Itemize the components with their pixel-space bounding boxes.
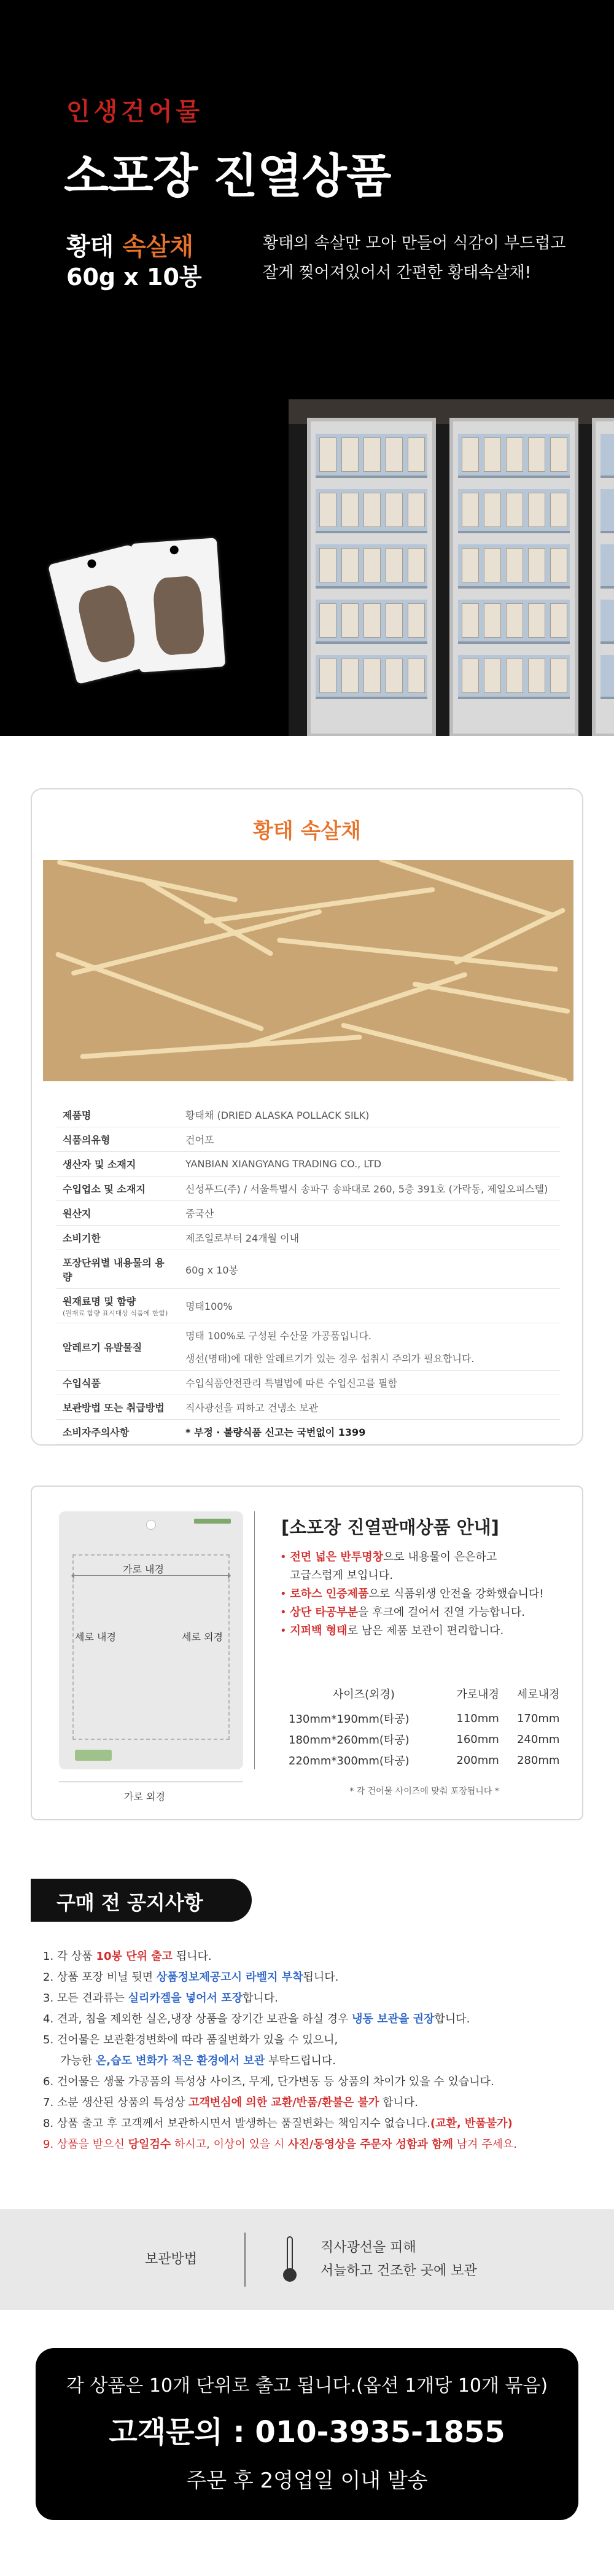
hero-title: 소포장 진열상품: [64, 149, 391, 203]
hero-description: [263, 229, 582, 288]
hang-hole-icon: [146, 1520, 156, 1530]
info-row: 소비기한 제조일로부터 24개월 이내: [56, 1226, 560, 1250]
size-header: 가로내경: [456, 1688, 499, 1701]
storage-label: 보관방법: [145, 2252, 198, 2267]
list-item: 7. 소분 생산된 상품의 특성상 고객변심에 의한 교환/반품/환불은 불가 합니다.: [43, 2096, 418, 2109]
product-info-card: [31, 788, 583, 1446]
info-row: 식품의유형 건어포: [56, 1127, 560, 1152]
storage-divider: [244, 2233, 246, 2287]
list-item: 8. 상품 출고 후 고객께서 보관하시면서 발생하는 품질변화는 책임지수 없습니다.(교환, 반품불가): [43, 2117, 513, 2130]
product-name-accent: 속살채: [122, 233, 194, 261]
product-weight: 60g x 10봉: [66, 264, 202, 291]
info-row: 보관방법 또는 취급방법 직사광선을 피하고 건냉소 보관: [56, 1395, 560, 1420]
inner-width-label: 가로 내경: [123, 1564, 164, 1575]
footer-shipping-time: 주문 후 2영업일 이내 발송: [186, 2468, 428, 2493]
table-row: 220mm*300mm(타공) 200mm 280mm: [289, 1753, 560, 1768]
info-row: 소비자주의사항 * 부정 · 불량식품 신고는 국번없이 1399: [56, 1420, 560, 1444]
footer-box: [36, 2348, 578, 2520]
info-title: 황태 속살채: [252, 819, 362, 844]
info-row: 생산자 및 소재지 YANBIAN XIANGYANG TRADING CO., LTD: [56, 1152, 560, 1176]
list-item: 1. 각 상품 10봉 단위 출고 됩니다.: [43, 1950, 212, 1963]
size-header: 세로내경: [516, 1688, 560, 1701]
package-note: * 각 건어물 사이즈에 맞춰 포장됩니다 *: [349, 1787, 499, 1796]
info-row: 수입업소 및 소재지 신성푸드(주) / 서울특별시 송파구 송파대로 260, 5층 391호 (가락동, 제일오피스텔): [56, 1176, 560, 1201]
table-row: 130mm*190mm(타공) 110mm 170mm: [289, 1712, 560, 1726]
list-item: • 로하스 인증제품으로 식품위생 안전을 강화했습니다!: [280, 1587, 544, 1600]
info-row: 제품명 황태채 (DRIED ALASKA POLLACK SILK): [56, 1103, 560, 1127]
list-item: 6. 건어물은 생물 가공품의 특성상 사이즈, 무게, 단가변동 등 상품의 차이가 있을 수 있습니다.: [43, 2075, 494, 2088]
storage-section: [0, 2209, 614, 2310]
info-row: 원산지 중국산: [56, 1201, 560, 1226]
outer-height-label: 세로 외경: [182, 1631, 223, 1643]
info-table: [56, 1103, 560, 1444]
hero-desc-line1: 황태의 속살만 모아 만들어 식감이 부드럽고: [263, 234, 566, 253]
notice-title: 구매 전 공지사항: [31, 1879, 252, 1922]
freezer-door: [449, 418, 578, 736]
hero-section: [0, 0, 614, 736]
info-row: 수입식품 수입식품안전관리 특별법에 따른 수입신고를 필함: [56, 1371, 560, 1395]
size-table: [280, 1682, 569, 1771]
list-item: 3. 모든 견과류는 실리카겔을 넣어서 포장합니다.: [43, 1992, 278, 2005]
package-feature-list: [280, 1548, 575, 1640]
footer-shipping-unit: 각 상품은 10개 단위로 출고 됩니다.(옵션 1개당 10개 묶음): [66, 2375, 548, 2397]
notice-list: [43, 1946, 583, 2155]
logo-mark: [75, 1750, 112, 1761]
hero-desc-line2: 잘게 찢어져있어서 간편한 황태속살채!: [263, 264, 532, 282]
thermometer-icon: [281, 2236, 298, 2284]
list-item: 4. 견과, 침을 제외한 실온,냉장 상품을 장기간 보관을 하실 경우 냉동 보관을 권장합니다.: [43, 2013, 470, 2026]
info-row: 알레르기 유발물질 명태 100%로 구성된 수산물 가공품입니다. 생선(명태)에 대한 알레르기가 있는 경우 섭취시 주의가 필요합니다.: [56, 1323, 560, 1371]
package-guide-heading: [소포장 진열판매상품 안내]: [281, 1517, 499, 1538]
package-guide-card: [31, 1486, 583, 1820]
outer-width-label: 가로 외경: [124, 1791, 165, 1803]
freezer-display-photo: [289, 399, 614, 736]
product-name: [66, 227, 193, 262]
footer-contact: 고객문의 : 010-3935-1855: [109, 2415, 505, 2449]
package-photo: [131, 538, 225, 672]
list-item: • 지퍼백 형태로 남은 제품 보관이 편리합니다.: [280, 1624, 504, 1637]
list-item: • 전면 넓은 반투명창으로 내용물이 은은하고 고급스럽게 보입니다.: [280, 1551, 497, 1582]
product-closeup-photo: [43, 860, 573, 1081]
logo-mark: [194, 1519, 231, 1524]
list-item: 9. 상품을 받으신 당일검수 하시고, 이상이 있을 시 사진/동영상을 주문자 성함과 함께 남겨 주세요.: [43, 2138, 517, 2151]
freezer-door: [592, 418, 614, 736]
inner-dimension-outline: [72, 1554, 230, 1740]
product-prefix: 황태: [66, 233, 114, 261]
info-row: 포장단위별 내용물의 용량 60g x 10봉: [56, 1250, 560, 1289]
freezer-door: [307, 418, 436, 736]
table-row: 180mm*260mm(타공) 160mm 240mm: [289, 1732, 560, 1747]
list-item: • 상단 타공부분을 후크에 걸어서 진열 가능합니다.: [280, 1606, 525, 1619]
brand-name: 인생건어물: [66, 98, 204, 126]
storage-text: 직사광선을 피해 서늘하고 건조한 곳에 보관: [321, 2240, 477, 2279]
inner-height-label: 세로 내경: [75, 1631, 116, 1643]
list-item: 2. 상품 포장 비닐 뒷면 상품정보제공고시 라벨지 부착됩니다.: [43, 1971, 339, 1984]
outer-height-line: [254, 1511, 255, 1769]
info-row: 원재료명 및 함량 (원재료 함량 표시대상 식품에 한함) 명태100%: [56, 1289, 560, 1323]
size-header: 사이즈(외경): [332, 1688, 395, 1701]
list-item: 5. 건어물은 보관환경변화에 따라 품질변화가 있을 수 있으니, 가능한 온,습도 변화가 적은 환경에서 보관 부탁드립니다.: [43, 2034, 338, 2067]
